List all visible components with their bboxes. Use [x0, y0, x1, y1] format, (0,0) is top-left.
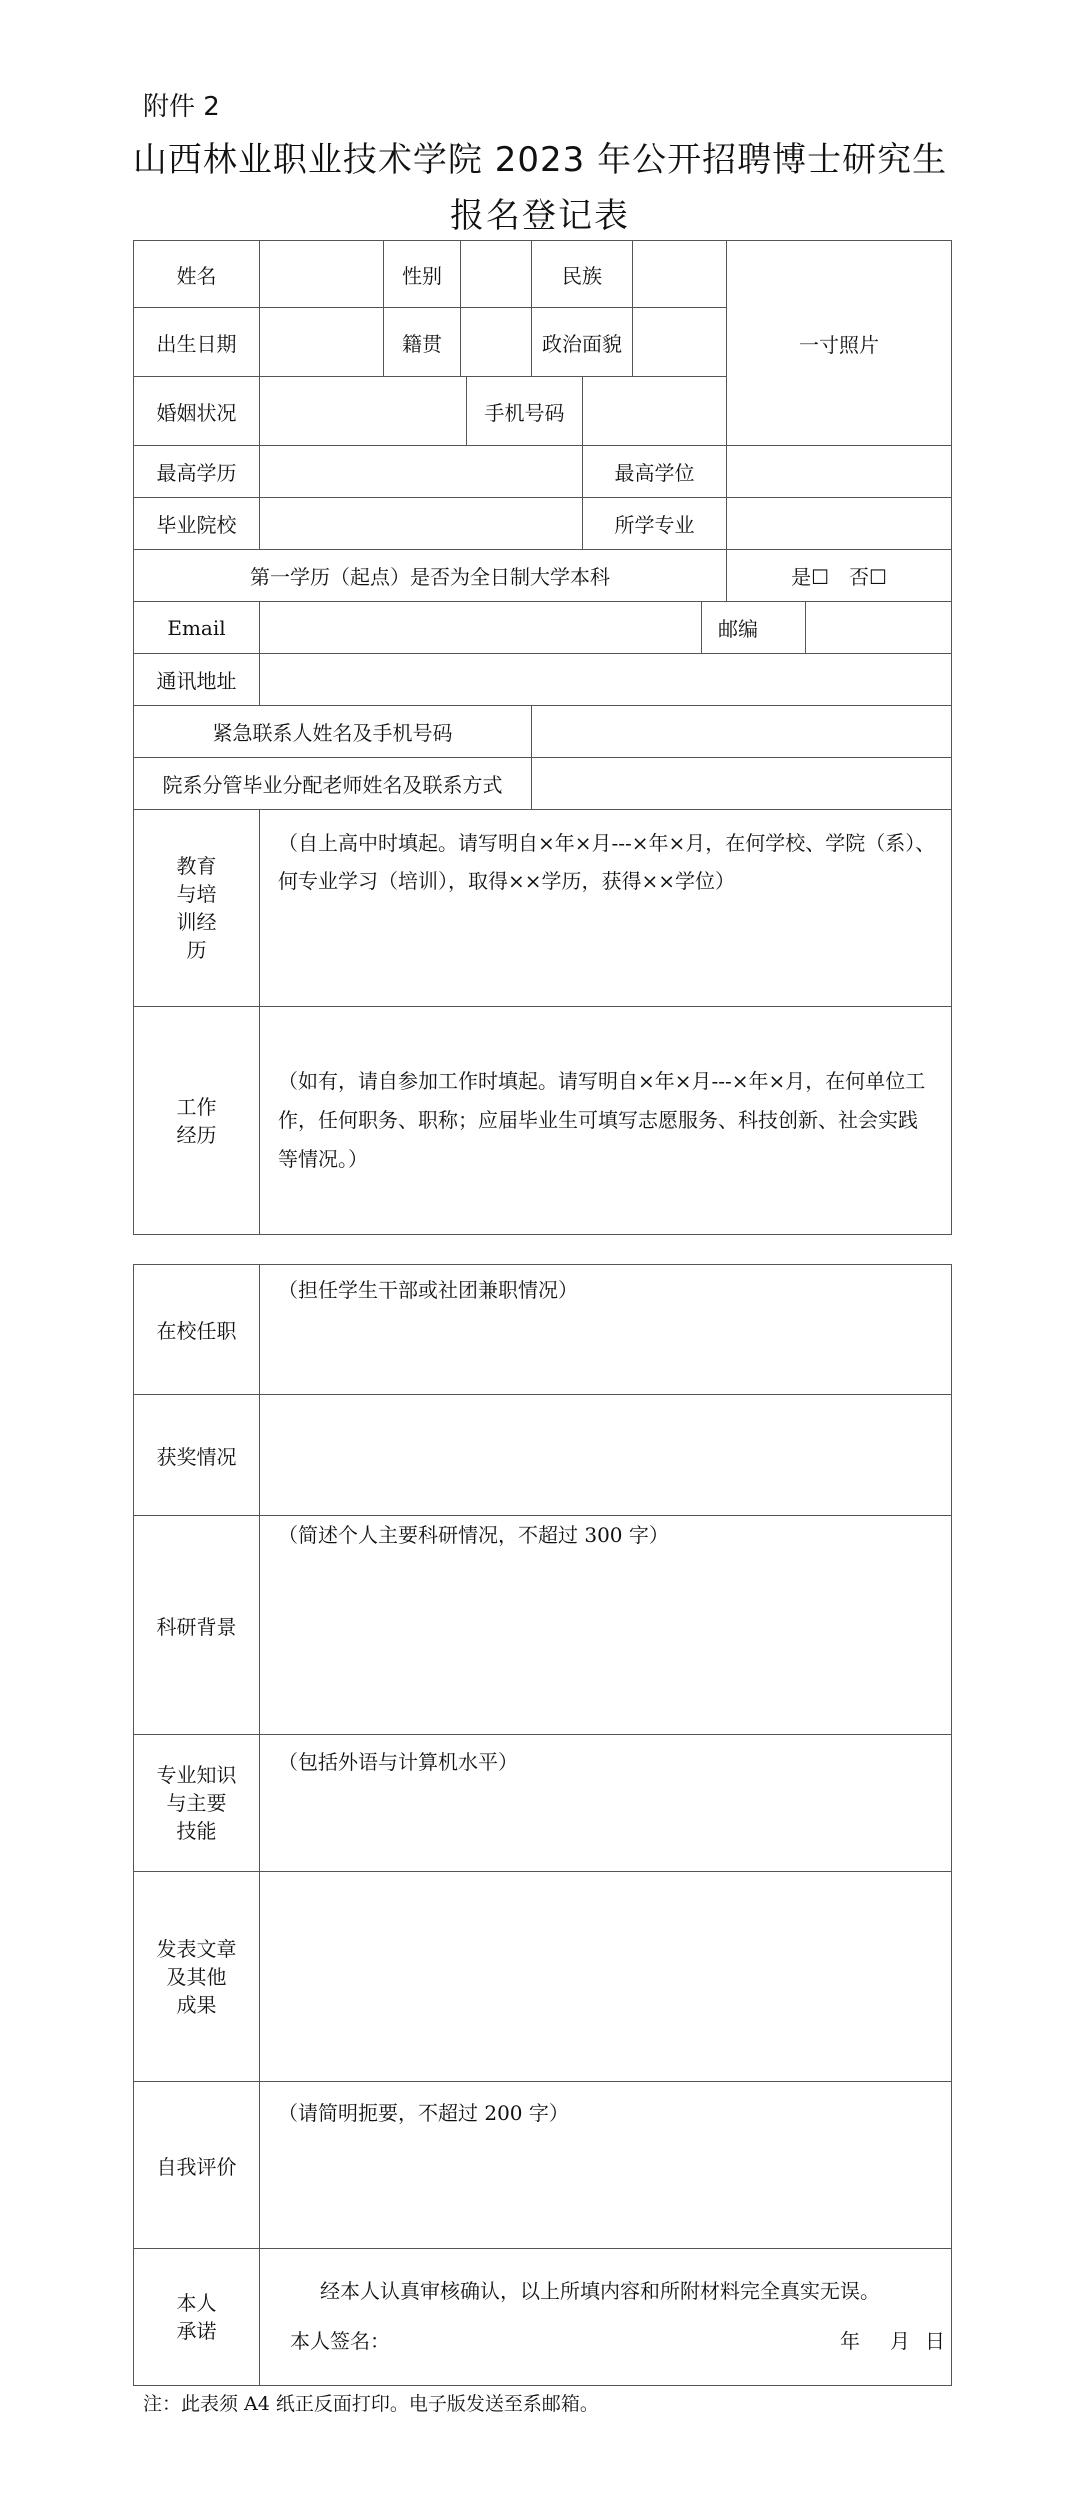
campus-position-field[interactable]: （担任学生干部或社团兼职情况）	[260, 1265, 952, 1395]
gender-field[interactable]	[461, 241, 532, 308]
emergency-contact-label: 紧急联系人姓名及手机号码	[134, 706, 532, 758]
work-field[interactable]: （如有，请自参加工作时填起。请写明自×年×月---×年×月，在何单位工作，任何职务、职称；应届毕业生可填写志愿服务、科技创新、社会实践等情况。）	[260, 1007, 952, 1235]
campus-position-label: 在校任职	[134, 1265, 260, 1395]
marital-status-label: 婚姻状况	[134, 377, 260, 446]
publications-label-line: 发表文章	[156, 1936, 237, 1961]
name-field[interactable]	[260, 241, 384, 308]
email-label: Email	[134, 602, 260, 654]
self-eval-label: 自我评价	[134, 2082, 260, 2249]
birth-date-field[interactable]	[260, 308, 384, 377]
pledge-label-line: 本人	[176, 2291, 217, 2315]
skills-label-line: 与主要	[166, 1791, 227, 1815]
education-field[interactable]: （自上高中时填起。请写明自×年×月---×年×月，在何学校、学院（系）、何专业学习（培训），取得××学历，获得××学位）	[260, 810, 952, 1007]
marital-status-field[interactable]	[260, 377, 467, 446]
major-label: 所学专业	[583, 498, 727, 550]
pledge-text: 经本人认真审核确认，以上所填内容和所附材料完全真实无误。	[320, 2279, 880, 2303]
education-label-line: 训经	[176, 910, 217, 934]
publications-label-line: 及其他	[166, 1964, 227, 1989]
native-place-label: 籍贯	[384, 308, 461, 377]
highest-degree-label: 最高学位	[583, 446, 727, 498]
gender-label: 性别	[384, 241, 461, 308]
political-status-field[interactable]	[633, 308, 727, 377]
publications-field[interactable]	[260, 1872, 952, 2082]
skills-field[interactable]: （包括外语与计算机水平）	[260, 1735, 952, 1872]
ethnicity-field[interactable]	[633, 241, 727, 308]
publications-label	[134, 1872, 260, 2082]
registration-table-1	[133, 240, 952, 1235]
native-place-field[interactable]	[461, 308, 532, 377]
work-label	[134, 1007, 260, 1235]
research-field[interactable]: （简述个人主要科研情况，不超过 300 字）	[260, 1516, 952, 1735]
education-label-line: 与培	[176, 882, 217, 906]
skills-label-line: 专业知识	[156, 1763, 237, 1787]
attachment-label: 附件 2	[143, 92, 220, 122]
form-subtitle: 报名登记表	[450, 196, 630, 236]
signature-label: 本人签名：	[290, 2329, 390, 2353]
ethnicity-label: 民族	[532, 241, 633, 308]
address-label: 通讯地址	[134, 654, 260, 706]
date-day: 日	[925, 2329, 945, 2353]
date-year: 年	[840, 2329, 860, 2353]
address-field[interactable]	[260, 654, 952, 706]
email-field[interactable]	[260, 602, 702, 654]
research-label: 科研背景	[134, 1516, 260, 1735]
name-label: 姓名	[134, 241, 260, 308]
pledge-cell	[260, 2249, 952, 2386]
education-label-line: 教育	[176, 854, 217, 878]
footer-note: 注：此表须 A4 纸正反面打印。电子版发送至系邮箱。	[143, 2393, 599, 2415]
date-month: 月	[890, 2329, 910, 2353]
publications-label-line: 成果	[176, 1992, 217, 2017]
self-eval-field[interactable]: （请简明扼要，不超过 200 字）	[260, 2082, 952, 2249]
phone-field[interactable]	[583, 377, 727, 446]
skills-label-line: 技能	[176, 1819, 217, 1843]
phone-label: 手机号码	[467, 377, 583, 446]
major-field[interactable]	[727, 498, 952, 550]
awards-field[interactable]	[260, 1395, 952, 1516]
photo-box[interactable]: 一寸照片	[727, 241, 952, 446]
registration-table-2	[133, 1264, 952, 2386]
skills-label	[134, 1735, 260, 1872]
highest-education-field[interactable]	[260, 446, 583, 498]
graduate-school-field[interactable]	[260, 498, 583, 550]
pledge-label	[134, 2249, 260, 2386]
education-label	[134, 810, 260, 1007]
birth-date-label: 出生日期	[134, 308, 260, 377]
postcode-label: 邮编	[702, 602, 806, 654]
form-title: 山西林业职业技术学院 2023 年公开招聘博士研究生	[132, 140, 948, 180]
highest-degree-field[interactable]	[727, 446, 952, 498]
highest-education-label: 最高学历	[134, 446, 260, 498]
first-degree-question: 第一学历（起点）是否为全日制大学本科	[134, 550, 727, 602]
advisor-contact-label: 院系分管毕业分配老师姓名及联系方式	[134, 758, 532, 810]
postcode-field[interactable]	[806, 602, 952, 654]
advisor-contact-field[interactable]	[532, 758, 952, 810]
emergency-contact-field[interactable]	[532, 706, 952, 758]
political-status-label: 政治面貌	[532, 308, 633, 377]
yes-no-checkboxes[interactable]: 是☐ 否☐	[727, 550, 952, 602]
pledge-label-line: 承诺	[176, 2319, 217, 2343]
work-label-line: 经历	[176, 1122, 217, 1147]
education-label-line: 历	[186, 938, 207, 962]
graduate-school-label: 毕业院校	[134, 498, 260, 550]
work-label-line: 工作	[176, 1094, 217, 1119]
awards-label: 获奖情况	[134, 1395, 260, 1516]
